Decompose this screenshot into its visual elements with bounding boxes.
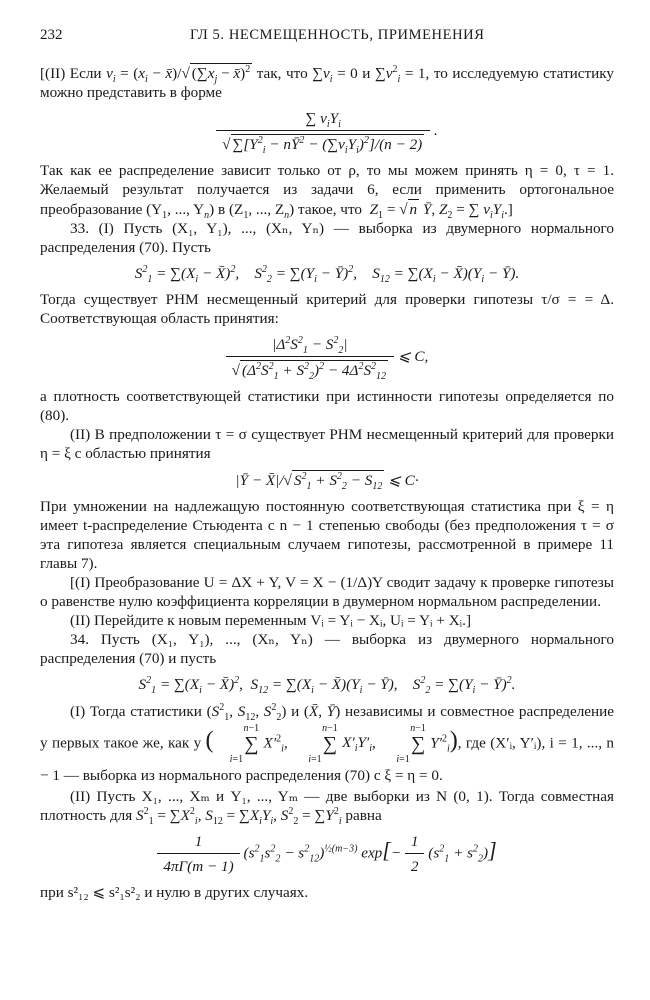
paragraph-34-i: (I) Тогда статистики ($S^2_1$, $S_{12}$, $S^2_2$) и (X̄, Ȳ) независимы и совместное распределение у первых такое же, как у ( n−1 ∑ i=1 $X'^2_i$, n−1 ∑ i=1 $X'_iY'_i$, n−1 ∑ i=1 $Y'^2_i$), где (X′ᵢ, Y′ᵢ), i = 1, ..., n − 1 — выборка из нормального распределения (70) с ξ = η = 0. xyxy=(40,701,615,784)
paragraph-33-test: Тогда существует РНМ несмещенный критерий для проверки гипотезы τ/σ = = Δ. Соответствующая область принятия: xyxy=(40,291,614,327)
paragraph-33-i: 33. (I) Пусть (X₁, Y₁), ..., (Xₙ, Yₙ) — выборка из двумерного нормального распределения (70). Пусть xyxy=(40,220,614,256)
paragraph-33-ii: (II) В предположении τ = σ существует РНМ несмещенный критерий для проверки η = ξ с областью принятия xyxy=(40,426,614,462)
formula-joint-density: $\frac{1}{4\pi\Gamma(m - 1)}$ $(s^2_1s^2_2 - s^2_{12})^{\frac{1}{2}(m-3)}$ exp[− $\frac{1}{2}$ $(s^2_1 + s^2_2)$] xyxy=(40,832,614,876)
formula-sums-34: $S^2_1 = \sum(X_i$ − X̄)$^2$, $S_{12} = \sum(X_i$ − $X̄)(Y_i$ − Ȳ), $S^2_2 = \sum(Y_i$ − Ȳ)$^2$. xyxy=(138,674,516,697)
formula-sums: $S^2_1 = \sum(X_i$ − X̄)$^2$, $S^2_2 = \sum(Y_i$ − Ȳ)$^2$, $S_{12} = \sum(X_i$ − $X̄)(Y_i$ − Ȳ). xyxy=(134,263,520,286)
paragraph-33-density: а плотность соответствующей статистики при истинности гипотезы определяется по (80). xyxy=(40,388,614,424)
formula-acceptance-ii: |Ȳ − X̄|/√ $S^2_1 + S^2_2 - S_{12}$ ⩽ C· xyxy=(235,470,419,493)
running-title: ГЛ 5. НЕСМЕЩЕННОСТЬ, ПРИМЕНЕНИЯ xyxy=(190,27,485,43)
paragraph-transform: Так как ее распределение зависит только от ρ, то мы можем принять η = 0, τ = 1. Желаемый результат получается из задачи 6, если применить ортогональное преобразование ($Y_1$, ..., $Y_n$) в ($Z_1$, ..., $Z_n$) такое, что $Z_1$ = √ n Ȳ, $Z_2$ = ∑ $v_iY_i$.] xyxy=(40,162,614,222)
paragraph-34-condition: при s²₁₂ ⩽ s²₁s²₂ и нулю в других случаях. xyxy=(40,884,309,901)
paragraph-34-ii: (II) Пусть X₁, ..., Xₘ и Y₁, ..., Yₘ — две выборки из N (0, 1). Тогда совместная плотность для $S^2_1 = \sum X^2_i$, $S_{12} = \sum X_iY_i$, $S^2_2 = \sum Y^2_i$ равна xyxy=(40,788,614,828)
paragraph-33-hint-i: [(I) Преобразование U = ΔX + Y, V = X − (1/Δ)Y сводит задачу к проверке гипотезы о равенстве нулю коэффициента корреляции в двумерном нормальном распределении. xyxy=(40,574,614,610)
paragraph-33-student: При умножении на надлежащую постоянную соответствующая статистика при ξ = η имеет t-распределение Стьюдента с n − 1 степенью свободы (без предположения τ = σ эта гипотеза является специальным случаем гипотезы, рассмотренной в примере 11 главы 7). xyxy=(40,498,614,572)
page-number: 232 xyxy=(40,27,63,43)
paragraph-ii-intro: [(II) Если $v_i = (x_i$ − x̄)/√ ($\sum x_j$ − x̄)$^2$ так, что $\sum v_i = 0$ и $\sum v^2_i = 1$, то исследуемую статистику можно представить в форме xyxy=(40,63,615,101)
page-header xyxy=(40,26,614,45)
formula-acceptance-region: $\frac{|\Delta^2S^2_1 - S^2_2|}{√ (\Delta^2S^2_1 + S^2_2)^2 - 4\Delta^2S^2_{12}}$ ⩽ C, xyxy=(40,335,614,380)
paragraph-34: 34. Пусть (X₁, Y₁), ..., (Xₙ, Yₙ) — выборка из двумерного нормального распределения (70) и пусть xyxy=(40,631,614,667)
formula-statistic: $\frac{\sum v_iY_i}{√ \sum[Y^2_i - nȲ^2 - (\sum v_iY_i)^2]/(n - 2)}$ . xyxy=(40,109,614,154)
paragraph-33-hint-ii: (II) Перейдите к новым переменным Vᵢ = Yᵢ − Xᵢ, Uᵢ = Yᵢ + Xᵢ.] xyxy=(70,612,471,629)
